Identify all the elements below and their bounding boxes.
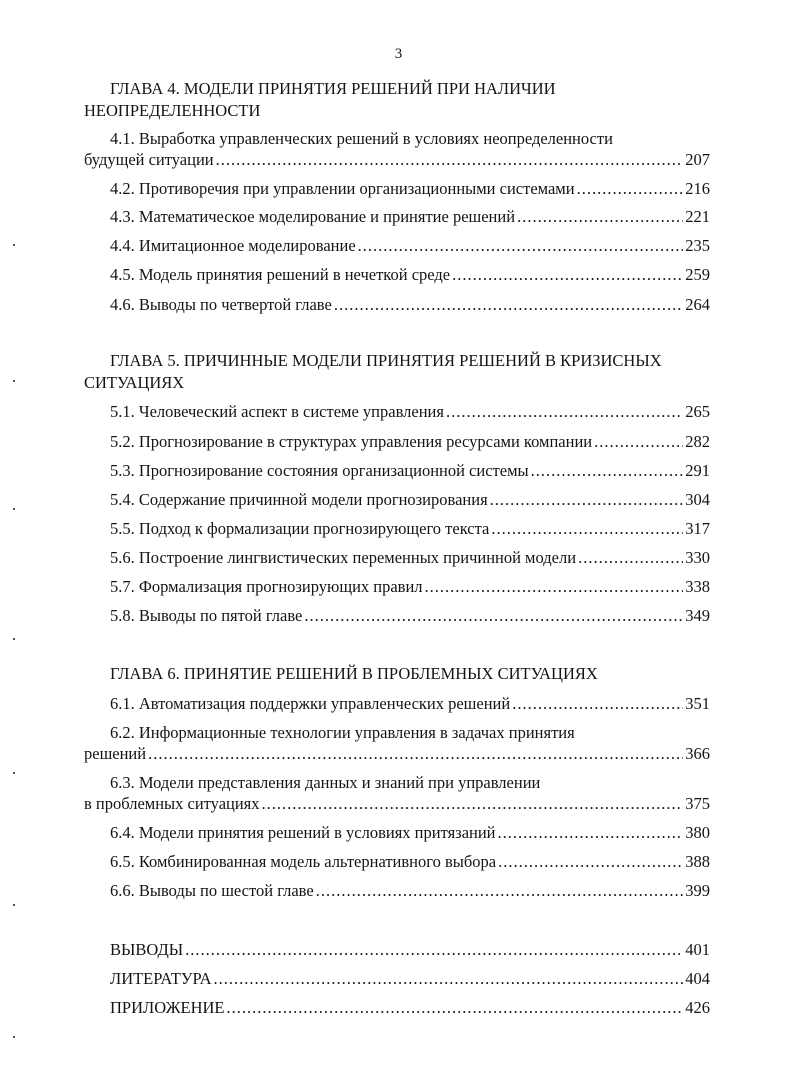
toc-entry-page: 351 bbox=[685, 694, 710, 713]
toc-entry-page: 264 bbox=[685, 295, 710, 314]
toc-entry-6-3-line1: 6.3. Модели представления данных и знаний при управлении bbox=[110, 773, 541, 792]
toc-entry-page: 338 bbox=[685, 577, 710, 596]
margin-mark bbox=[13, 772, 15, 774]
leader-dots bbox=[216, 150, 684, 170]
leader-dots bbox=[358, 236, 684, 256]
leader-dots bbox=[578, 548, 683, 568]
toc-entry-5-1[interactable] bbox=[110, 402, 710, 422]
toc-entry-6-2-line1: 6.2. Информационные технологии управления в задачах принятия bbox=[110, 723, 575, 742]
toc-entry-page: 401 bbox=[685, 940, 710, 959]
toc-entry-title: будущей ситуации bbox=[84, 150, 214, 169]
margin-mark bbox=[13, 638, 15, 640]
toc-entry-title: 4.2. Противоречия при управлении организационными системами bbox=[110, 179, 575, 198]
toc-entry-6-3[interactable] bbox=[84, 794, 710, 814]
chapter-6-heading bbox=[84, 663, 724, 685]
leader-dots bbox=[148, 744, 683, 764]
toc-entry-title: ЛИТЕРАТУРА bbox=[110, 969, 212, 988]
toc-entry-page: 380 bbox=[685, 823, 710, 842]
leader-dots bbox=[316, 881, 684, 901]
toc-entry-title: 4.3. Математическое моделирование и принятие решений bbox=[110, 207, 516, 226]
toc-entry-4-3[interactable] bbox=[110, 207, 710, 227]
toc-entry-literature[interactable] bbox=[110, 969, 710, 989]
toc-entry-6-6[interactable] bbox=[110, 881, 710, 901]
chapter-heading-line2: СИТУАЦИЯХ bbox=[84, 373, 185, 392]
margin-mark bbox=[13, 380, 15, 382]
leader-dots bbox=[262, 794, 684, 814]
leader-dots bbox=[452, 265, 683, 285]
leader-dots bbox=[425, 577, 684, 597]
toc-entry-title: 4.5. Модель принятия решений в нечеткой среде bbox=[110, 265, 451, 284]
toc-entry-title: 6.4. Модели принятия решений в условиях притязаний bbox=[110, 823, 496, 842]
toc-entry-title: 5.8. Выводы по пятой главе bbox=[110, 606, 303, 625]
toc-entry-title: 5.6. Построение лингвистических переменных причинной модели bbox=[110, 548, 577, 567]
margin-mark bbox=[13, 508, 15, 510]
margin-mark bbox=[13, 904, 15, 906]
toc-entry-4-4[interactable] bbox=[110, 236, 710, 256]
chapter-heading-line1: ГЛАВА 5. ПРИЧИННЫЕ МОДЕЛИ ПРИНЯТИЯ РЕШЕНИЙ В КРИЗИСНЫХ bbox=[110, 351, 662, 370]
toc-entry-5-3[interactable] bbox=[110, 461, 710, 481]
margin-mark bbox=[13, 1036, 15, 1038]
leader-dots bbox=[185, 940, 683, 960]
leader-dots bbox=[214, 969, 684, 989]
toc-entry-title: 5.5. Подход к формализации прогнозирующего текста bbox=[110, 519, 490, 538]
toc-entry-page: 349 bbox=[685, 606, 710, 625]
toc-entry-title: 5.4. Содержание причинной модели прогнозирования bbox=[110, 490, 488, 509]
toc-entry-page: 216 bbox=[685, 179, 710, 198]
toc-entry-page: 426 bbox=[685, 998, 710, 1017]
toc-entry-title: 4.6. Выводы по четвертой главе bbox=[110, 295, 332, 314]
toc-entry-title: 5.2. Прогнозирование в структурах управления ресурсами компании bbox=[110, 432, 593, 451]
toc-entry-5-8[interactable] bbox=[110, 606, 710, 626]
toc-entry-page: 404 bbox=[685, 969, 710, 988]
page-number: 3 bbox=[394, 46, 403, 62]
chapter-heading-line1: ГЛАВА 6. ПРИНЯТИЕ РЕШЕНИЙ В ПРОБЛЕМНЫХ СИТУАЦИЯХ bbox=[110, 664, 598, 683]
toc-entry-page: 317 bbox=[685, 519, 710, 538]
toc-entry-4-6[interactable] bbox=[110, 295, 710, 315]
toc-entry-page: 366 bbox=[685, 744, 710, 763]
toc-entry-page: 282 bbox=[685, 432, 710, 451]
toc-entry-page: 291 bbox=[685, 461, 710, 480]
toc-entry-title: 5.1. Человеческий аспект в системе управления bbox=[110, 402, 444, 421]
toc-entry-title: 5.7. Формализация прогнозирующих правил bbox=[110, 577, 423, 596]
toc-entry-page: 304 bbox=[685, 490, 710, 509]
chapter-5-heading bbox=[84, 350, 724, 394]
toc-entry-title: 6.1. Автоматизация поддержки управленческих решений bbox=[110, 694, 511, 713]
toc-entry-page: 375 bbox=[685, 794, 710, 813]
toc-entry-6-1[interactable] bbox=[110, 694, 710, 714]
toc-entry-4-5[interactable] bbox=[110, 265, 710, 285]
toc-entry-appendix[interactable] bbox=[110, 998, 710, 1018]
toc-entry-5-7[interactable] bbox=[110, 577, 710, 597]
toc-entry-page: 207 bbox=[685, 150, 710, 169]
chapter-4-heading bbox=[84, 78, 724, 122]
leader-dots bbox=[491, 519, 683, 539]
leader-dots bbox=[490, 490, 684, 510]
leader-dots bbox=[334, 295, 683, 315]
toc-entry-5-5[interactable] bbox=[110, 519, 710, 539]
toc-entry-6-4[interactable] bbox=[110, 823, 710, 843]
leader-dots bbox=[512, 694, 683, 714]
toc-entry-page: 265 bbox=[685, 402, 710, 421]
toc-entry-6-5[interactable] bbox=[110, 852, 710, 872]
chapter-heading-line2: НЕОПРЕДЕЛЕННОСТИ bbox=[84, 101, 261, 120]
toc-entry-4-1[interactable] bbox=[84, 150, 710, 170]
toc-entry-4-2[interactable] bbox=[110, 179, 710, 199]
leader-dots bbox=[304, 606, 683, 626]
toc-entry-page: 399 bbox=[685, 881, 710, 900]
toc-entry-conclusions[interactable] bbox=[110, 940, 710, 960]
toc-entry-page: 221 bbox=[685, 207, 710, 226]
leader-dots bbox=[498, 852, 683, 872]
margin-mark bbox=[13, 244, 15, 246]
leader-dots bbox=[577, 179, 684, 199]
toc-entry-5-4[interactable] bbox=[110, 490, 710, 510]
leader-dots bbox=[446, 402, 683, 422]
toc-entry-6-2[interactable] bbox=[84, 744, 710, 764]
toc-entry-4-1-line1: 4.1. Выработка управленческих решений в условиях неопределенности bbox=[110, 129, 613, 148]
toc-entry-5-2[interactable] bbox=[110, 432, 710, 452]
leader-dots bbox=[498, 823, 684, 843]
toc-entry-title: решений bbox=[84, 744, 147, 763]
toc-entry-5-6[interactable] bbox=[110, 548, 710, 568]
toc-entry-title: 6.6. Выводы по шестой главе bbox=[110, 881, 314, 900]
toc-entry-title: 5.3. Прогнозирование состояния организационной системы bbox=[110, 461, 529, 480]
chapter-heading-line1: ГЛАВА 4. МОДЕЛИ ПРИНЯТИЯ РЕШЕНИЙ ПРИ НАЛИЧИИ bbox=[110, 79, 556, 98]
toc-entry-page: 388 bbox=[685, 852, 710, 871]
toc-entry-title: 6.5. Комбинированная модель альтернативного выбора bbox=[110, 852, 497, 871]
leader-dots bbox=[226, 998, 683, 1018]
toc-entry-page: 259 bbox=[685, 265, 710, 284]
leader-dots bbox=[531, 461, 684, 481]
toc-entry-title: ПРИЛОЖЕНИЕ bbox=[110, 998, 225, 1017]
toc-entry-page: 330 bbox=[685, 548, 710, 567]
toc-entry-title: ВЫВОДЫ bbox=[110, 940, 184, 959]
leader-dots bbox=[517, 207, 683, 227]
leader-dots bbox=[594, 432, 683, 452]
toc-entry-page: 235 bbox=[685, 236, 710, 255]
toc-entry-title: в проблемных ситуациях bbox=[84, 794, 260, 813]
toc-entry-title: 4.4. Имитационное моделирование bbox=[110, 236, 356, 255]
